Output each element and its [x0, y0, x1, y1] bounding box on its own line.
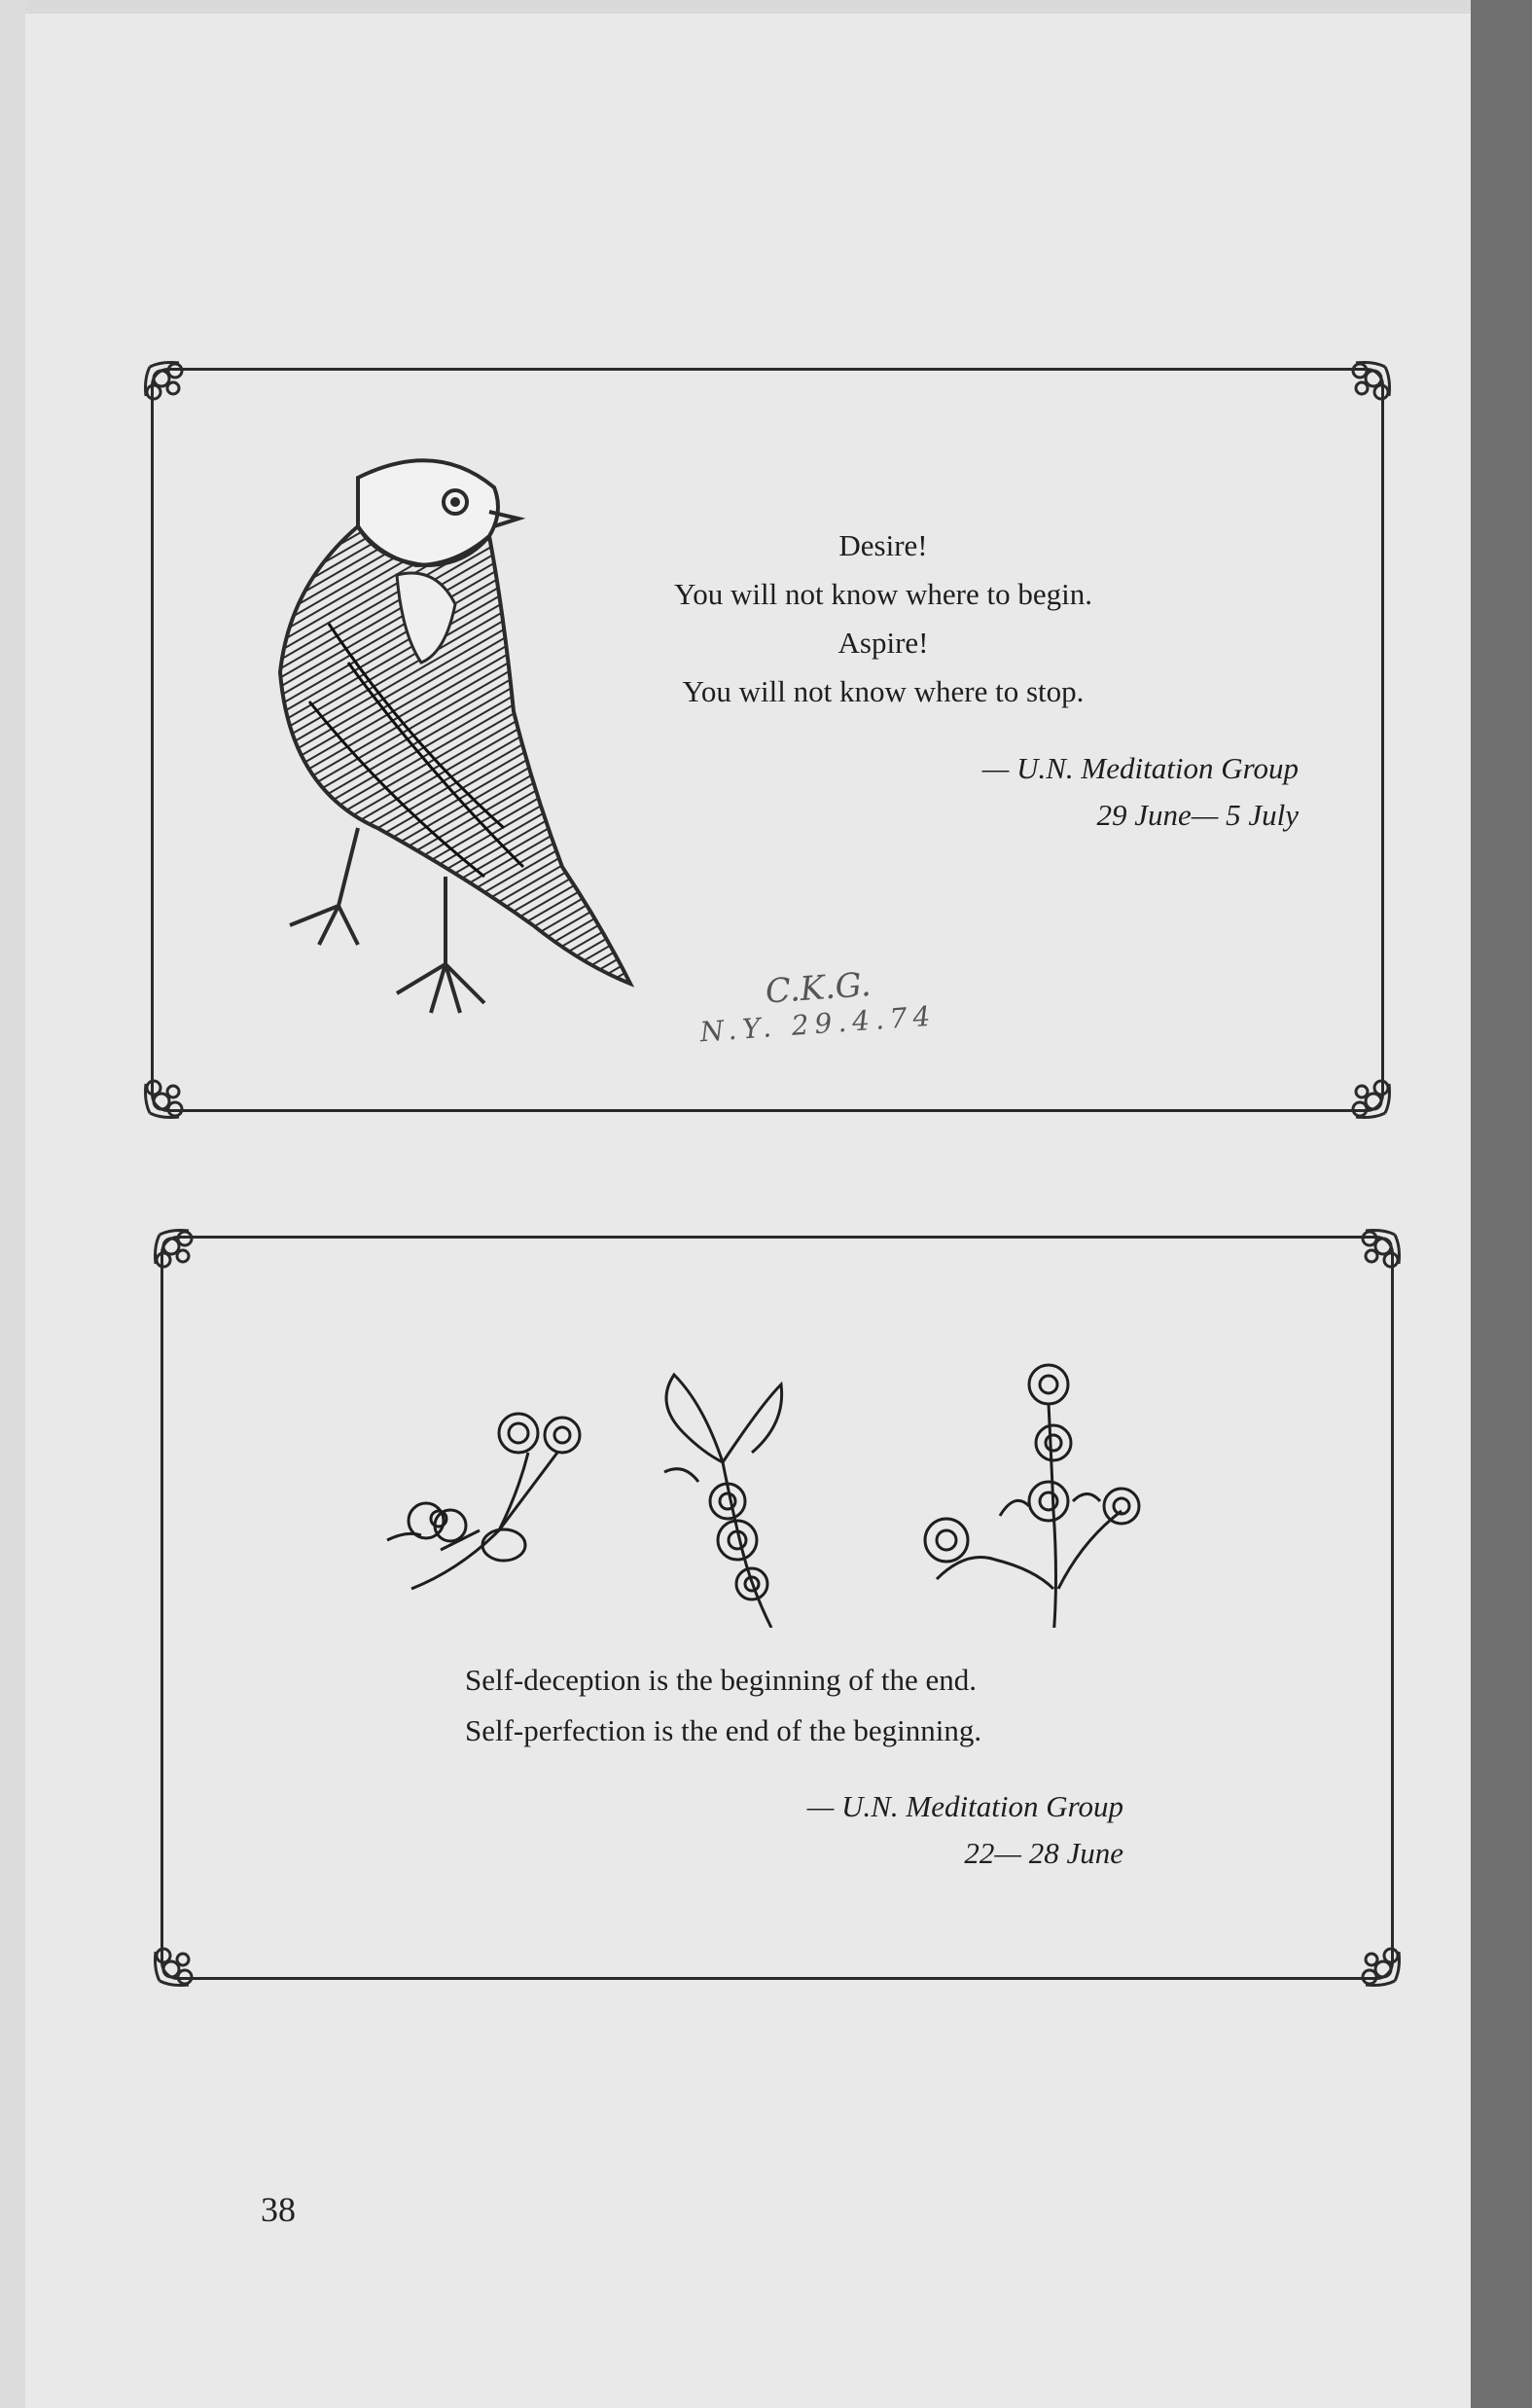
- signature-date: N.Y. 29.4.74: [698, 999, 938, 1049]
- flower-sprig-drawing: [387, 1414, 580, 1589]
- signature-initials: C.K.G.: [764, 965, 873, 1012]
- flower-sprig-drawing: [925, 1365, 1139, 1628]
- page-edge-top: [0, 0, 1532, 14]
- corner-flourish-icon: [1348, 1934, 1405, 1991]
- flower-sprig-drawing: [664, 1375, 782, 1628]
- poem-line: Desire!: [838, 528, 928, 562]
- corner-flourish-icon: [1348, 1225, 1405, 1281]
- card-desire-aspire: [151, 368, 1384, 1112]
- bird-drawing: [212, 419, 757, 1061]
- corner-flourish-icon: [140, 1066, 196, 1123]
- corner-flourish-icon: [1338, 357, 1395, 413]
- poem-line: Self-deception is the beginning of the end.: [465, 1663, 978, 1697]
- poem-line: Aspire!: [837, 626, 929, 660]
- page-edge-right: [1471, 0, 1532, 2408]
- corner-flourish-icon: [1338, 1066, 1395, 1123]
- attribution: [807, 1783, 1123, 1877]
- attribution-source: — U.N. Meditation Group: [981, 751, 1299, 785]
- poem-line: You will not know where to begin.: [674, 577, 1092, 611]
- poem-text: [465, 1655, 1107, 1756]
- handwritten-signature: [696, 961, 938, 1049]
- poem-text: [640, 521, 1126, 716]
- poem-line: You will not know where to stop.: [682, 674, 1085, 708]
- attribution-dates: 29 June— 5 July: [1096, 798, 1299, 832]
- card-self-deception: [160, 1236, 1394, 1980]
- poem-line: Self-perfection is the end of the beginning.: [465, 1713, 982, 1747]
- corner-flourish-icon: [150, 1934, 206, 1991]
- page-number: 38: [261, 2190, 296, 2229]
- corner-flourish-icon: [140, 357, 196, 413]
- attribution-source: — U.N. Meditation Group: [806, 1789, 1123, 1823]
- flower-sprigs-drawing: [353, 1346, 1209, 1628]
- attribution: [982, 745, 1299, 839]
- attribution-dates: 22— 28 June: [964, 1836, 1123, 1870]
- corner-flourish-icon: [150, 1225, 206, 1281]
- page-edge-left: [0, 0, 25, 2408]
